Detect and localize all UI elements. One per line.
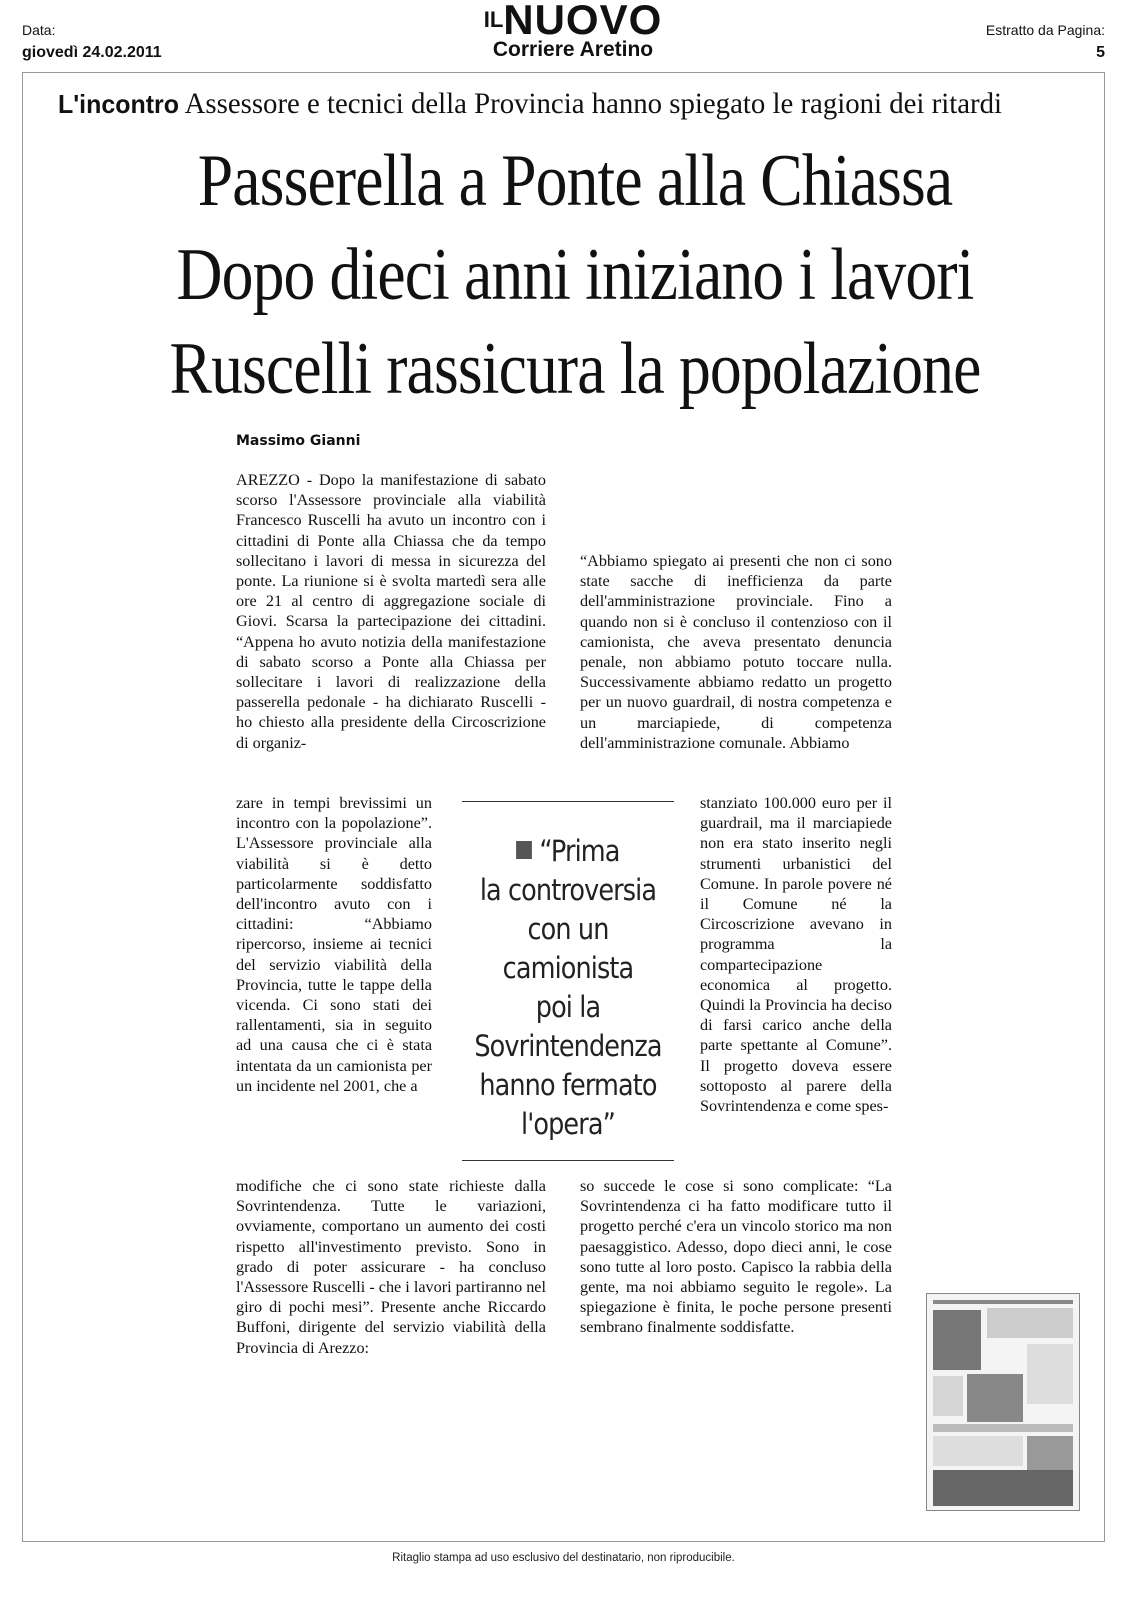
date-label: Data:: [22, 22, 56, 38]
body-text: “Abbiamo spiegato ai presenti che non ci sono state sacche di inefficienza da parte dell'amministrazione provinciale. Fino a quando non si è concluso il contenzioso con il camionista, che aveva presentato denuncia penale, non abbiamo potuto toccare nulla. Successivamente abbiamo redatto un progetto per un nuovo guardrail, di nostra competenza e un marciapiede, di competenza dell'amministrazione comunale. Abbiamo: [580, 552, 892, 752]
body-column-2-top: [580, 551, 892, 753]
square-bullet-icon: [516, 841, 532, 859]
logo-prefix: IL: [483, 7, 504, 32]
pullquote-line: la controversia: [479, 873, 657, 907]
pullquote-line: l'opera”: [521, 1107, 615, 1141]
page-thumbnail: [926, 1293, 1080, 1511]
headline-line-1: Passerella a Ponte alla Chiassa: [197, 140, 953, 222]
kicker-bold: L'incontro: [58, 89, 180, 119]
logo-subtitle: Corriere Aretino: [492, 38, 654, 61]
pullquote-line: con un: [527, 912, 609, 946]
pullquote-line: “Prima: [539, 834, 620, 868]
body-column-1-top: [236, 470, 546, 753]
pullquote: [456, 832, 680, 1144]
pullquote-line: poi la: [535, 990, 601, 1024]
logo-main: NUOVO: [503, 0, 663, 43]
pullquote-line: camionista: [502, 951, 634, 985]
kicker-text: Assessore e tecnici della Provincia hanno spiegato le ragioni dei ritardi: [179, 87, 1002, 120]
pullquote-top-rule: [462, 801, 674, 802]
byline: Massimo Gianni: [236, 433, 361, 449]
headline-line-3: Ruscelli rassicura la popolazione: [169, 328, 981, 410]
pullquote-line: Sovrintendenza: [474, 1029, 662, 1063]
body-column-2-wrap: [700, 793, 892, 1116]
date-value: giovedì 24.02.2011: [22, 44, 162, 61]
body-text: so succede le cose si sono complicate: “La Sovrintendenza ci ha fatto modificare tutto il progetto perché c'era un vincolo storico ma non paesaggistico. Adesso, dopo dieci anni, le cose sono tutte al loro posto. Capisco la rabbia della gente, ma noi abbiamo seguito le regole». La spiegazione è finita, le poche persone presenti sembrano finalmente soddisfatte.: [580, 1177, 892, 1337]
body-column-1-bottom: [236, 1176, 546, 1358]
pullquote-line: hanno fermato: [479, 1068, 657, 1102]
page-value: 5: [1096, 44, 1105, 61]
body-text: modifiche che ci sono state richieste dalla Sovrintendenza. Tutte le variazioni, ovviamente, comportano un aumento dei costi rispetto all'investimento previsto. Sono in grado di poter assicurare - ha concluso l'Assessore Ruscelli - che i lavori partiranno nel giro di pochi mesi”. Presente anche Riccardo Buffoni, dirigente del servizio viabilità della Provincia di Arezzo:: [236, 1177, 546, 1357]
article-headline: [50, 134, 1100, 416]
body-column-2-bottom: [580, 1176, 892, 1338]
body-text: zare in tempi brevissimi un incontro con la popolazione”. L'Assessore provinciale alla viabilità si è detto particolarmente soddisfatto dell'incontro avuto con i cittadini: “Abbiamo ripercorso, insieme ai tecnici del servizio viabilità della Provincia, tutte le tappe della vicenda. Ci sono stati dei rallentamenti, sia in seguito ad una causa che ci è stata intentata da un camionista per un incidente nel 2001, che a: [236, 794, 432, 1095]
page-label: Estratto da Pagina:: [985, 22, 1105, 38]
body-column-1-wrap: [236, 793, 432, 1096]
article-kicker: [58, 84, 1028, 124]
newspaper-logo: [458, 0, 688, 43]
body-text: stanziato 100.000 euro per il guardrail, ma il marciapiede non era stato inserito negli strumenti urbanistici del Comune. In parole povere né il Comune né la Circoscrizione avevano in programma la compartecipazione economica al progetto. Quindi la Provincia ha deciso di farsi carico anche della parte spettante al Comune”. Il progetto doveva essere sottoposto al parere della Sovrintendenza e come spes-: [700, 794, 892, 1116]
footer-disclaimer: Ritaglio stampa ad uso esclusivo del destinatario, non riproducibile.: [392, 1552, 735, 1564]
body-text: AREZZO - Dopo la manifestazione di sabato scorso l'Assessore provinciale alla viabilità Francesco Ruscelli ha avuto un incontro con i cittadini di Ponte alla Chiassa che da tempo sollecitano i lavori di messa in sicurezza del ponte. La riunione si è svolta martedì sera alle ore 21 al centro di aggregazione sociale di Giovi. Scarsa la partecipazione dei cittadini. “Appena ho avuto notizia della manifestazione di sabato scorso a Ponte alla Chiassa per sollecitare i lavori di realizzazione della passerella pedonale - ha dichiarato Ruscelli - ho chiesto alla presidente della Circoscrizione di organiz-: [236, 471, 546, 752]
pullquote-bottom-rule: [462, 1160, 674, 1161]
headline-line-2: Dopo dieci anni iniziano i lavori: [176, 234, 974, 316]
